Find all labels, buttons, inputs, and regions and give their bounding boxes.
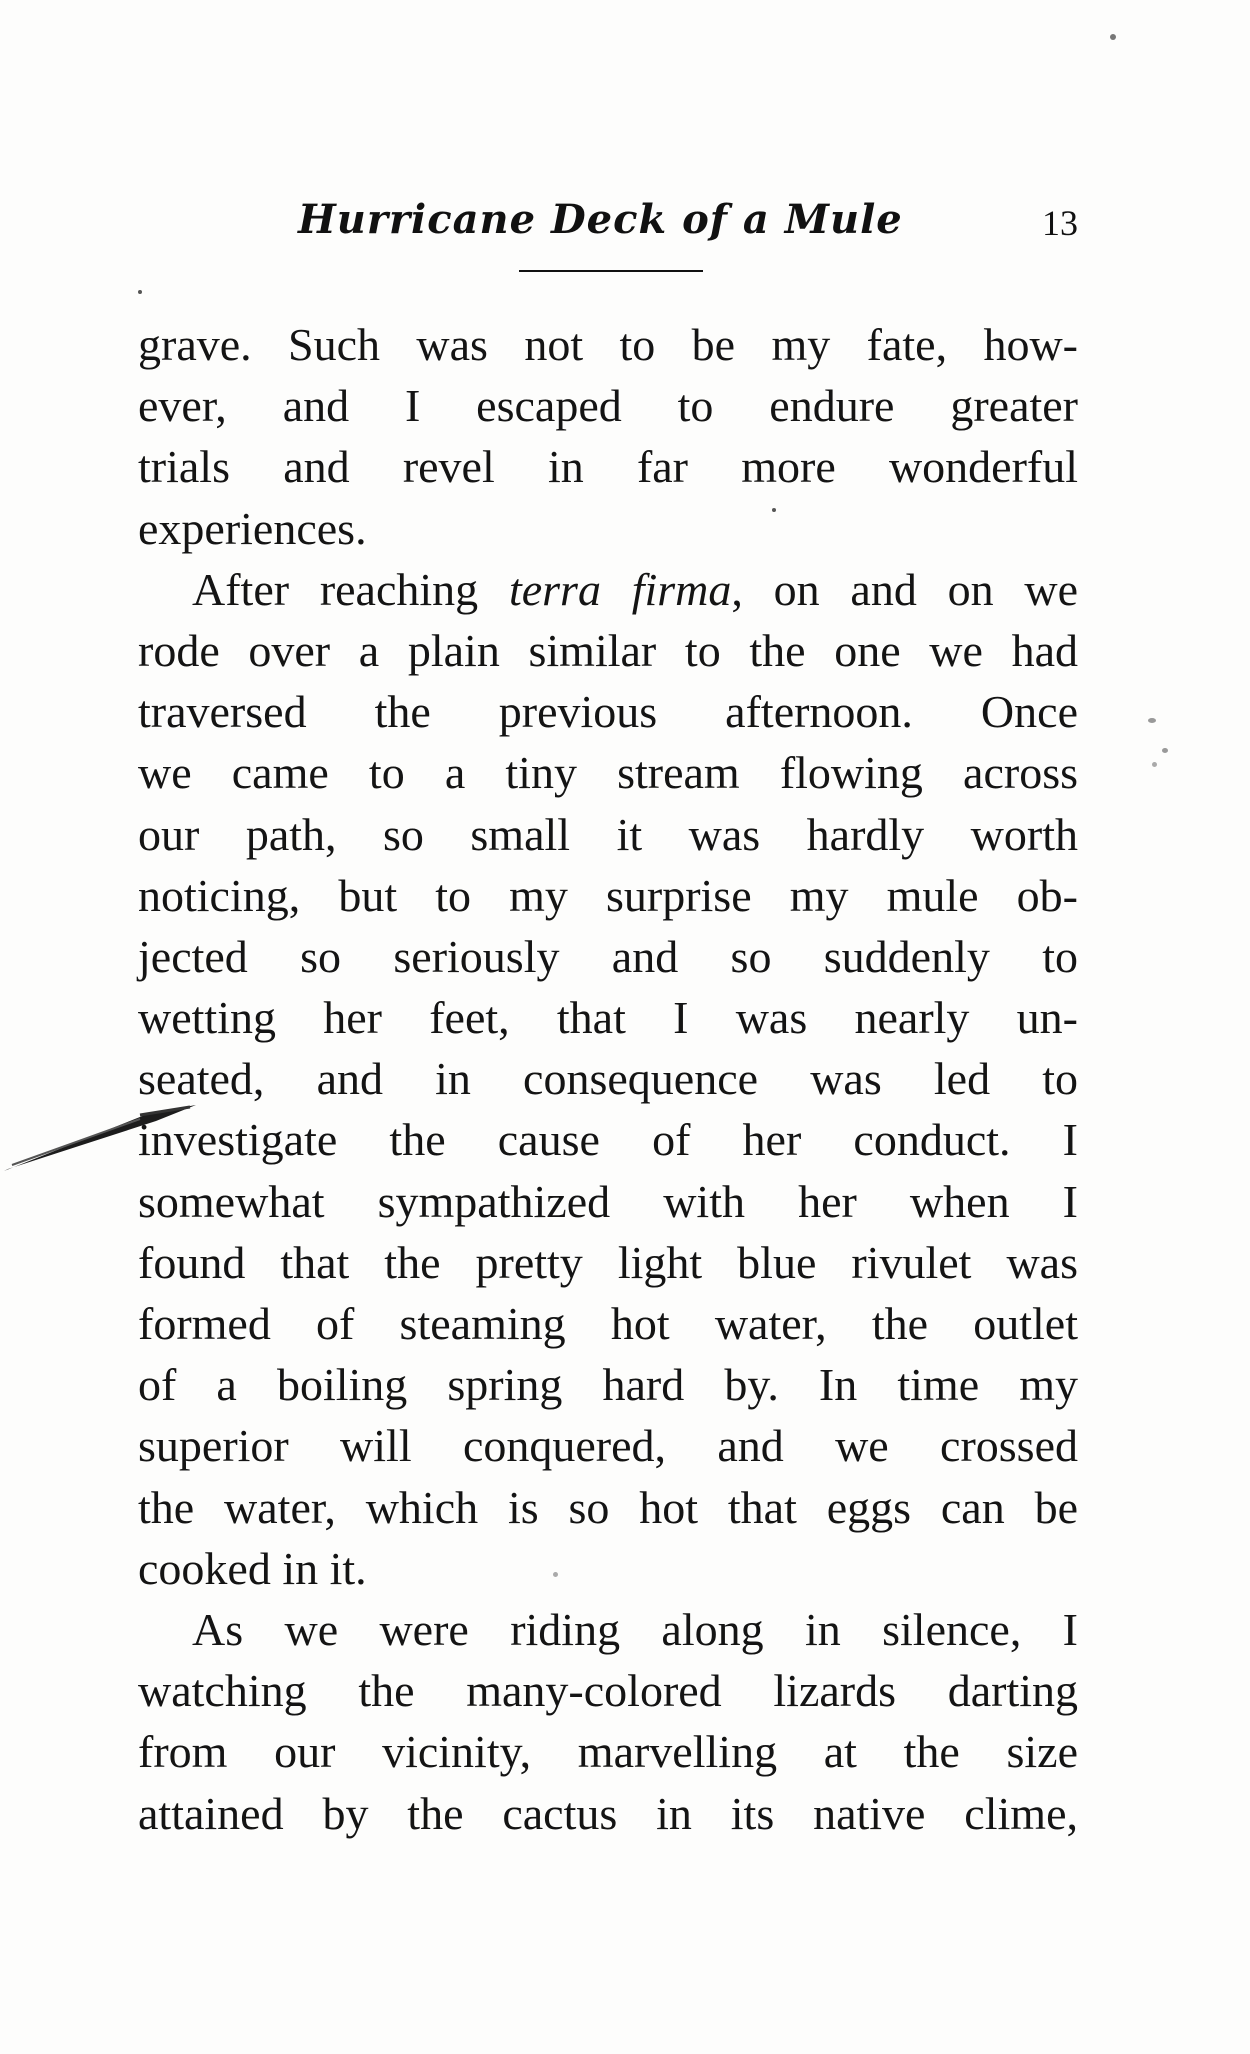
text-line-5-before: After reaching xyxy=(192,563,509,615)
text-line-9: our path, so small it was hardly worth xyxy=(138,808,1078,860)
text-line-3: trials and revel in far more wonderful xyxy=(138,441,1078,493)
text-line-23: watching the many-colored lizards darting xyxy=(138,1665,1078,1717)
speck-decoration xyxy=(1148,718,1156,723)
text-line-1: grave. Such was not to be my fate, how- xyxy=(138,319,1078,370)
text-line-8: we came to a tiny stream flowing across xyxy=(138,747,1078,799)
text-line-19: superior will conquered, and we crossed xyxy=(138,1420,1078,1472)
text-line-2: ever, and I escaped to endure greater xyxy=(138,380,1078,432)
speck-decoration xyxy=(772,508,776,512)
text-line-17: formed of steaming hot water, the outlet xyxy=(138,1298,1078,1349)
speck-decoration xyxy=(1152,762,1157,767)
header-rule xyxy=(519,270,703,272)
text-line-24: from our vicinity, marvelling at the size xyxy=(138,1726,1078,1778)
text-line-11: jected so seriously and so suddenly to xyxy=(138,930,1078,982)
body-text xyxy=(138,314,1078,1844)
page-number: 13 xyxy=(1042,203,1078,243)
text-line-12: wetting her feet, that I was nearly un- xyxy=(138,992,1078,1044)
text-line-4: experiences. xyxy=(138,502,367,554)
speck-decoration xyxy=(1162,748,1168,753)
text-line-18: of a boiling spring hard by. In time my xyxy=(138,1359,1078,1411)
speck-decoration xyxy=(138,290,142,294)
text-line-21: cooked in it. xyxy=(138,1542,367,1594)
speck-decoration xyxy=(1110,34,1116,40)
running-title: Hurricane Deck of a Mule xyxy=(298,196,903,243)
speck-decoration xyxy=(553,1572,558,1577)
running-head xyxy=(298,196,1078,256)
text-line-10: noticing, but to my surprise my mule ob- xyxy=(138,869,1078,921)
text-line-25: attained by the cactus in its native clime, xyxy=(138,1787,1078,1839)
text-line-20: the water, which is so hot that eggs can be xyxy=(138,1481,1078,1533)
pencil-mark-icon xyxy=(0,1085,200,1175)
italic-phrase: terra firma xyxy=(508,563,732,615)
text-line-15: somewhat sympathized with her when I xyxy=(138,1175,1078,1227)
text-line-14: investigate the cause of her conduct. I xyxy=(138,1114,1078,1166)
text-line-16: found that the pretty light blue rivulet was xyxy=(138,1236,1078,1288)
text-line-5 xyxy=(138,559,1078,620)
text-line-6: rode over a plain similar to the one we had xyxy=(138,624,1078,676)
text-line-7: traversed the previous afternoon. Once xyxy=(138,686,1078,738)
text-line-22: As we were riding along in silence, I xyxy=(192,1603,1078,1655)
text-line-5-after: , on and on we xyxy=(731,563,1078,615)
text-line-13: seated, and in consequence was led to xyxy=(138,1053,1078,1105)
